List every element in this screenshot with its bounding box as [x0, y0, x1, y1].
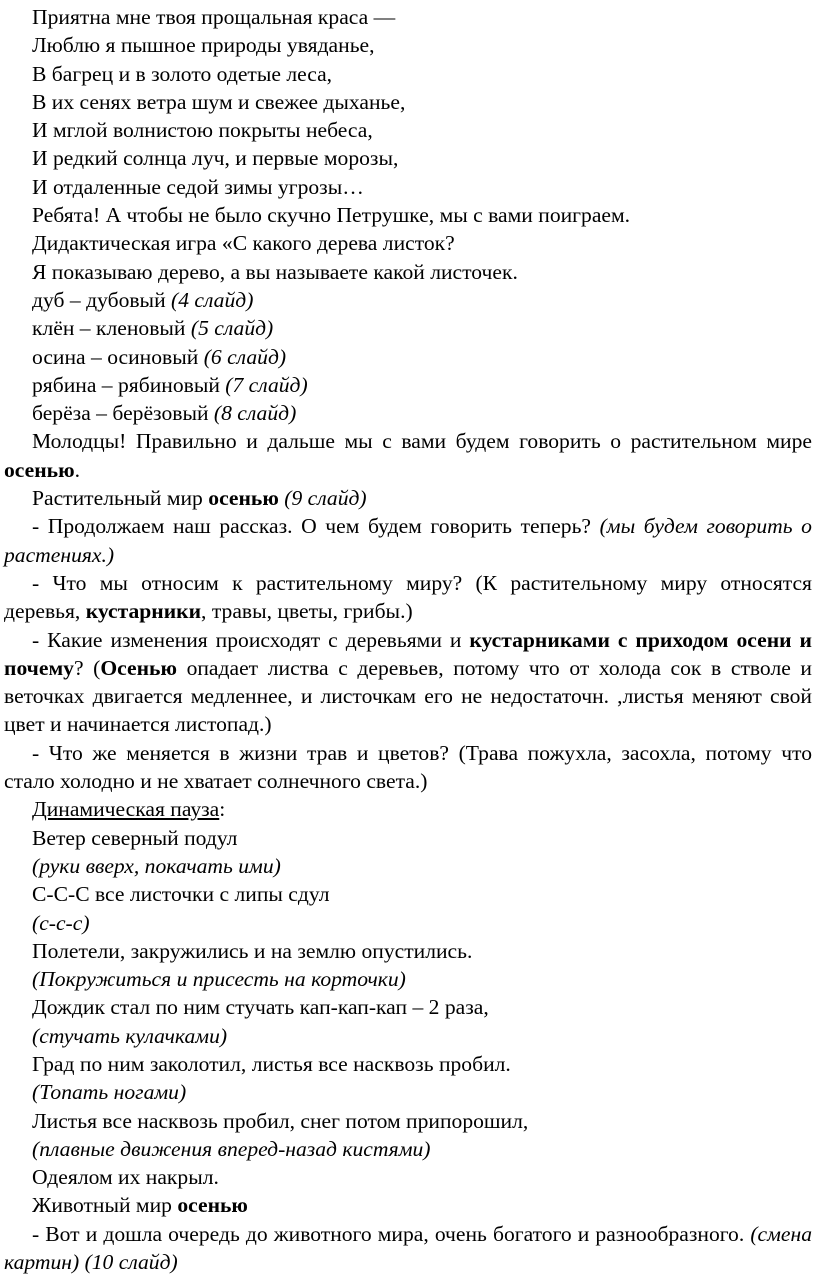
text-paragraph: [4, 512, 812, 569]
underlined-heading: Динамическая пауза: [32, 797, 220, 822]
text-paragraph: [4, 1163, 812, 1191]
bold-emphasis: осенью: [4, 457, 75, 482]
text-run: Полетели, закружились и на землю опустились.: [32, 938, 473, 963]
text-run: Молодцы! Правильно и дальше мы с вами будем говорить о растительном мире: [32, 429, 812, 454]
text-run: Люблю я пышное природы увяданье,: [32, 33, 375, 58]
text-paragraph: [4, 824, 812, 852]
text-run: И мглой волнистою покрыты небеса,: [32, 118, 373, 143]
text-run: Град по ним заколотил, листья все насквозь пробил.: [32, 1051, 511, 1076]
text-paragraph: [4, 314, 812, 342]
text-run: - Продолжаем наш рассказ. О чем будем говорить теперь?: [32, 514, 600, 539]
italic-note: (руки вверх, покачать ими): [32, 853, 281, 878]
text-paragraph: [4, 880, 812, 908]
text-paragraph: [4, 1022, 812, 1050]
text-paragraph: [4, 1078, 812, 1106]
italic-note: (стучать кулачками): [32, 1023, 228, 1048]
text-run: .: [74, 457, 80, 482]
text-run: , травы, цветы, грибы.): [201, 599, 413, 624]
italic-note: (9 слайд): [284, 486, 367, 511]
text-run: Листья все насквозь пробил, снег потом припорошил,: [32, 1108, 529, 1133]
text-run: Дождик стал по ним стучать кап-кап-кап – 2 раза,: [32, 995, 489, 1020]
text-run: Одеялом их накрыл.: [32, 1165, 219, 1190]
text-run: В багрец и в золото одетые леса,: [32, 61, 333, 86]
text-paragraph: [4, 739, 812, 796]
text-run: И редкий солнца луч, и первые морозы,: [32, 146, 399, 171]
italic-note: (с-с-с): [32, 910, 90, 935]
text-paragraph: [4, 31, 812, 59]
italic-note: (Топать ногами): [32, 1080, 187, 1105]
text-run: осина – осиновый: [32, 344, 204, 369]
text-paragraph: [4, 88, 812, 116]
text-paragraph: [4, 60, 812, 88]
text-run: - Вот и дошла очередь до животного мира, очень богатого и разнообразного.: [32, 1221, 751, 1246]
text-run: - Что мы относим к растительному миру? (К растительному миру относятся деревья,: [4, 570, 812, 624]
text-run: - Какие изменения происходят с деревьями и: [32, 627, 470, 652]
italic-note: (8 слайд): [213, 401, 297, 426]
text-paragraph: [4, 626, 812, 739]
text-run: С-С-С все листочки с липы сдул: [32, 882, 330, 907]
italic-note: (6 слайд): [203, 344, 287, 369]
text-paragraph: [4, 1135, 812, 1163]
text-paragraph: [4, 201, 812, 229]
text-paragraph: [4, 258, 812, 286]
text-run: Дидактическая игра «С какого дерева листок?: [32, 231, 455, 256]
text-run: Ветер северный подул: [32, 825, 238, 850]
text-run: - Что же меняется в жизни трав и цветов? (Трава пожухла, засохла, потому что стало холодно и не хватает солнечного света.): [4, 740, 812, 794]
text-paragraph: [4, 795, 812, 823]
bold-emphasis: Осенью: [100, 655, 177, 680]
text-run: Я показываю дерево, а вы называете какой листочек.: [32, 259, 518, 284]
text-paragraph: [4, 371, 812, 399]
bold-emphasis: осенью: [177, 1193, 248, 1218]
text-paragraph: [4, 993, 812, 1021]
text-paragraph: [4, 173, 812, 201]
text-run: опадает листва с деревьев, потому что от холода сок в стволе и веточках двигается медленнее, и листочкам его не недостаточн. ,листья меняют свой цвет и начинается листопад.): [4, 655, 812, 737]
text-paragraph: [4, 1220, 812, 1276]
text-run: рябина – рябиновый: [32, 372, 226, 397]
bold-emphasis: кустарники: [85, 599, 202, 624]
text-run: И отдаленные седой зимы угрозы…: [32, 174, 364, 199]
text-paragraph: [4, 229, 812, 257]
text-paragraph: [4, 852, 812, 880]
text-paragraph: [4, 427, 812, 484]
text-paragraph: [4, 343, 812, 371]
text-paragraph: [4, 937, 812, 965]
italic-note: (Покружиться и присесть на корточки): [32, 967, 406, 992]
text-run: берёза – берёзовый: [32, 401, 214, 426]
italic-note: (мы будем говорить о растениях.): [4, 514, 812, 567]
text-paragraph: [4, 116, 812, 144]
italic-note: (смена картин) (10 слайд): [4, 1221, 812, 1275]
text-paragraph: [4, 484, 812, 512]
italic-note: (7 слайд): [225, 372, 308, 397]
text-run: ? (: [73, 655, 101, 680]
text-paragraph: [4, 144, 812, 172]
text-paragraph: [4, 1107, 812, 1135]
text-run: :: [219, 797, 226, 822]
text-run: клён – кленовый: [32, 316, 191, 341]
text-run: В их сенях ветра шум и свежее дыханье,: [32, 89, 406, 114]
italic-note: (4 слайд): [171, 287, 254, 312]
text-paragraph: [4, 569, 812, 626]
text-paragraph: [4, 1191, 812, 1219]
text-paragraph: [4, 965, 812, 993]
italic-note: (плавные движения вперед-назад кистями): [32, 1136, 431, 1161]
text-paragraph: [4, 1050, 812, 1078]
text-paragraph: [4, 286, 812, 314]
bold-emphasis: кустарниками с приходом осени и почему: [4, 627, 812, 680]
text-paragraph: [4, 3, 812, 31]
text-run: Животный мир: [32, 1193, 178, 1218]
text-paragraph: [4, 909, 812, 937]
text-run: Приятна мне твоя прощальная краса —: [32, 5, 396, 29]
text-run: Растительный мир: [32, 486, 209, 511]
text-paragraph: [4, 399, 812, 427]
text-run: Ребята! А чтобы не было скучно Петрушке, мы с вами поиграем.: [32, 203, 631, 228]
italic-note: (5 слайд): [190, 316, 274, 341]
bold-emphasis: осенью: [208, 486, 279, 511]
text-run: дуб – дубовый: [32, 287, 172, 312]
